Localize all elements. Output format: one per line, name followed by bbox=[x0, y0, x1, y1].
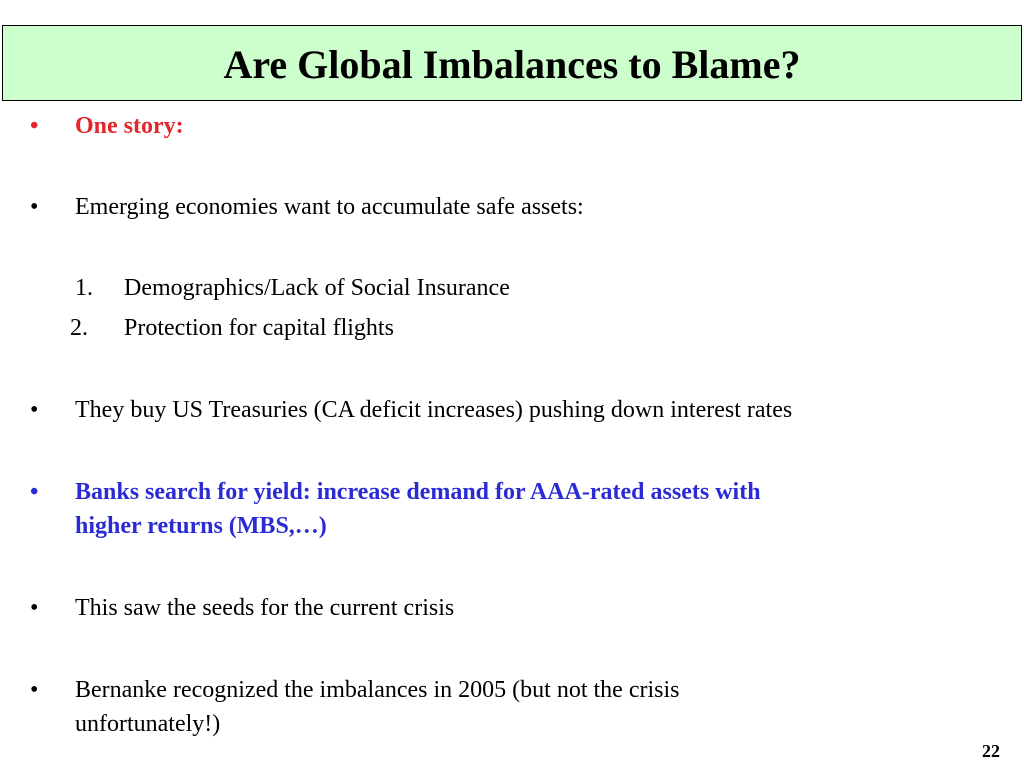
sub-item-number: 1. bbox=[75, 275, 93, 301]
sub-item-protection: Protection for capital flights bbox=[124, 315, 394, 341]
bullet-seeds-of-crisis: This saw the seeds for the current crisis bbox=[75, 595, 455, 621]
bullet-marker: • bbox=[30, 677, 39, 703]
page-number: 22 bbox=[982, 741, 1000, 761]
bullet-marker: • bbox=[30, 479, 39, 505]
bullet-marker: • bbox=[30, 397, 39, 423]
bullet-banks-search-line1: Banks search for yield: increase demand for AAA-rated assets with bbox=[75, 479, 761, 505]
bullet-bernanke-line1: Bernanke recognized the imbalances in 2005 (but not the crisis bbox=[75, 677, 680, 703]
bullet-banks-search-line2: higher returns (MBS,…) bbox=[75, 513, 327, 539]
bullet-bernanke-line2: unfortunately!) bbox=[75, 711, 221, 737]
sub-item-number: 2. bbox=[70, 315, 88, 341]
bullet-marker: • bbox=[30, 113, 39, 139]
bullet-one-story: One story: bbox=[75, 113, 184, 139]
bullet-marker: • bbox=[30, 595, 39, 621]
bullet-marker: • bbox=[30, 194, 39, 220]
bullet-us-treasuries: They buy US Treasuries (CA deficit increases) pushing down interest rates bbox=[75, 397, 793, 423]
bullet-emerging-economies: Emerging economies want to accumulate safe assets: bbox=[75, 194, 584, 220]
sub-item-demographics: Demographics/Lack of Social Insurance bbox=[124, 275, 510, 301]
slide-title: Are Global Imbalances to Blame? bbox=[223, 42, 801, 87]
